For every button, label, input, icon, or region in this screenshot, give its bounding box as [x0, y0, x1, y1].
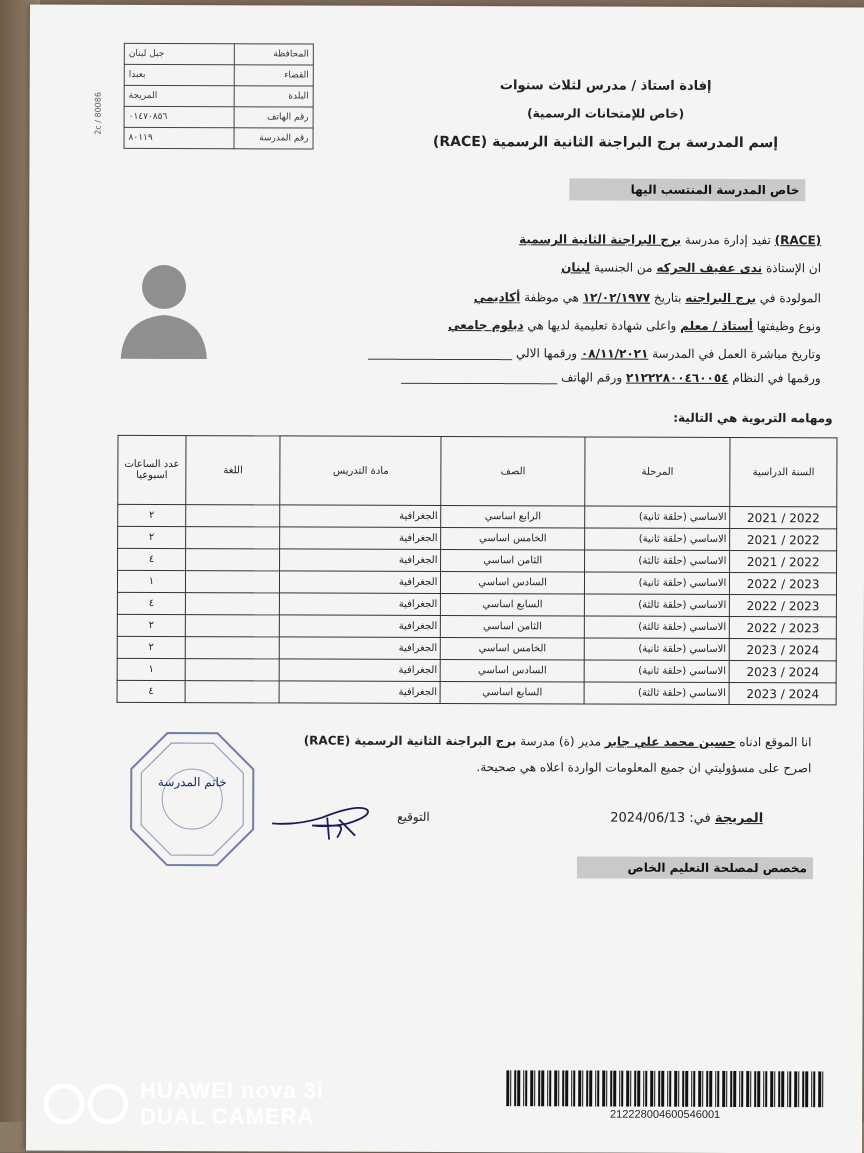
barcode-bar [757, 1071, 760, 1107]
barcode-bar [578, 1070, 581, 1106]
barcode-bar [619, 1071, 620, 1107]
text: بتاريخ [653, 290, 682, 305]
text: ورقم الهاتف [561, 370, 623, 385]
barcode-bar [746, 1071, 749, 1107]
info-value: ٠١٤٧٠٨٥٦ [124, 106, 234, 127]
cell-language [186, 505, 281, 527]
line-teacher [561, 260, 821, 275]
cell-class: الثامن اساسي [441, 549, 585, 572]
cell-year: 2022 / 2023 [730, 616, 837, 638]
barcode-bar [802, 1071, 804, 1107]
barcode-bar [741, 1071, 743, 1107]
table-row [117, 658, 836, 683]
cell-year: 2021 / 2022 [730, 506, 837, 528]
header-title: إفادة استاذ / مدرس لثلاث سنوات [499, 78, 712, 94]
birth-date: ١٢/٠٢/١٩٧٧ [582, 290, 651, 305]
declaration-line2: اصرح على مسؤوليتي ان جميع المعلومات الواردة اعلاه هي صحيحة. [476, 760, 812, 776]
cell-class: الرابع اساسي [441, 505, 585, 528]
text: مدير (ة) مدرسة [520, 734, 602, 749]
cell-stage: الاساسي (حلقة ثانية) [585, 506, 731, 529]
info-row [124, 43, 313, 65]
camera-watermark [140, 1078, 324, 1130]
school-name: برج البراجنة الثانية الرسمية [519, 232, 681, 247]
declaration-line1 [304, 734, 812, 750]
document-page [26, 5, 864, 1153]
degree: دبلوم جامعي [448, 318, 524, 333]
barcode-bar [630, 1071, 631, 1107]
barcode-bar [691, 1071, 692, 1107]
barcode-bar [750, 1071, 751, 1107]
cell-subject: الجغرافية [280, 681, 441, 704]
info-value: المريجة [124, 85, 234, 106]
barcode-bar [774, 1071, 775, 1107]
barcode-bar [565, 1070, 568, 1106]
barcode-bar [722, 1071, 725, 1107]
barcode-bar [717, 1071, 719, 1107]
line-birth [474, 290, 821, 305]
barcode-bar [554, 1070, 557, 1106]
brand-line1: HUAWEI nova 3i [140, 1078, 324, 1103]
barcode-bar [643, 1071, 644, 1107]
barcode-bar [541, 1070, 544, 1106]
text: ورقمها الالي [515, 346, 578, 361]
info-key: رقم الهاتف [234, 107, 313, 128]
barcode-bar [715, 1071, 716, 1107]
cell-hours: ٤ [118, 548, 186, 570]
cell-stage: الاساسي (حلقة ثانية) [584, 638, 730, 661]
cell-hours: ١ [117, 658, 185, 680]
barcode-bar [606, 1071, 607, 1107]
barcode-bar [525, 1070, 527, 1106]
cell-year: 2022 / 2023 [730, 594, 837, 616]
job-type: أستاذ / معلم [680, 318, 753, 334]
barcode-bar [562, 1070, 564, 1106]
avatar-placeholder-icon [117, 251, 211, 359]
barcode-bar [674, 1071, 677, 1107]
cell-language [185, 571, 280, 593]
tasks-table [117, 435, 838, 706]
blank-line: __________________________ [401, 369, 558, 385]
teacher-name: ندى عفيف الحركه [656, 260, 763, 276]
cell-hours: ٤ [117, 680, 185, 702]
header-class: الصف [441, 436, 585, 506]
barcode-bar [658, 1071, 660, 1107]
cell-hours: ٢ [117, 636, 185, 658]
cell-subject: الجغرافية [280, 615, 441, 638]
barcode-bar [547, 1070, 548, 1106]
text: وتاريخ مباشرة العمل في المدرسة [652, 346, 821, 362]
header-language: اللغة [186, 436, 281, 505]
declaration-school: برج البراجنة الثانية الرسمية (RACE) [303, 733, 517, 749]
cell-hours: ٢ [117, 614, 185, 636]
barcode-bar [595, 1071, 596, 1107]
system-number: ٢١٢٢٢٨٠٠٤٦٠٠٥٤ [625, 370, 729, 385]
barcode-bar [645, 1071, 647, 1107]
cell-class: السابع اساسي [441, 681, 585, 704]
barcode-bar [770, 1071, 773, 1107]
barcode-bar [706, 1071, 708, 1107]
text: من الجنسية [593, 260, 653, 275]
barcode-bar [794, 1071, 797, 1107]
header-school: إسم المدرسة برج البراجنة الثانية الرسمية (RACE) [432, 133, 779, 152]
line-start [368, 346, 821, 362]
barcode-bar [621, 1071, 623, 1107]
barcode-bar [650, 1071, 653, 1107]
barcode-bar [685, 1071, 688, 1107]
barcode-bar [538, 1070, 540, 1106]
signature-icon [267, 795, 387, 845]
cell-language [185, 615, 280, 637]
text: تفيد إدارة مدرسة [684, 232, 771, 248]
line-job [448, 318, 821, 333]
barcode-bar [517, 1070, 520, 1106]
barcode-bar [523, 1070, 524, 1106]
barcode-bar [626, 1071, 629, 1107]
barcode-bar [763, 1071, 764, 1107]
barcode-bar [739, 1071, 740, 1107]
cell-class: الثامن اساسي [441, 615, 585, 638]
text: ورقمها في النظام [732, 370, 821, 386]
text: ان الإستاذة [765, 261, 822, 276]
barcode-icon [506, 1070, 824, 1107]
barcode-bar [813, 1071, 815, 1107]
director-name: حسين محمد علي جابر [604, 734, 736, 750]
barcode-bar [597, 1071, 599, 1107]
barcode-bar [667, 1071, 668, 1107]
cell-language [185, 659, 280, 681]
barcode-bar [506, 1070, 509, 1106]
cell-year: 2023 / 2024 [729, 660, 836, 682]
cell-stage: الاساسي (حلقة ثالثة) [584, 550, 730, 573]
table-row [117, 592, 836, 617]
text: في: [689, 810, 711, 826]
cell-subject: الجغرافية [280, 505, 441, 528]
cell-language [185, 637, 280, 659]
cell-hours: ١ [117, 570, 185, 592]
barcode-bar [530, 1070, 533, 1106]
info-key: القضاء [234, 65, 313, 86]
start-date: ٠٨/١١/٢٠٢١ [580, 346, 649, 361]
tasks-title: ومهامه التربوية هي التالية: [673, 410, 833, 426]
barcode-bar [634, 1071, 636, 1107]
barcode-bar [534, 1070, 535, 1106]
barcode-bar [754, 1071, 756, 1107]
line-system [401, 370, 821, 385]
barcode-bar [789, 1071, 791, 1107]
barcode-number: 21222800460054600​1 [610, 1108, 721, 1121]
info-key: البلدة [234, 86, 313, 107]
cell-stage: الاساسي (حلقة ثانية) [584, 528, 730, 551]
barcode-bar [514, 1070, 516, 1106]
barcode-bar [610, 1071, 612, 1107]
barcode-bar [702, 1071, 703, 1107]
table-row [118, 526, 837, 551]
barcode-bar [818, 1071, 821, 1107]
info-key: المحافظة [234, 44, 313, 65]
barcode-bar [669, 1071, 671, 1107]
table-row [118, 504, 837, 529]
camera-logo-icon [42, 1082, 134, 1126]
text: انا الموقع ادناه [739, 735, 812, 750]
barcode-bar [798, 1071, 799, 1107]
barcode-bar [589, 1071, 592, 1107]
barcode-bar [637, 1071, 640, 1107]
barcode-bar [778, 1071, 780, 1107]
cell-stage: الاساسي (حلقة ثالثة) [584, 682, 730, 705]
table-row [117, 636, 836, 661]
info-row [124, 64, 313, 86]
blank-line: ________________________ [368, 345, 513, 361]
barcode-bar [698, 1071, 701, 1107]
date-value: 2024/06/13 [610, 810, 686, 826]
barcode-bar [787, 1071, 788, 1107]
stamp-label: خاتم المدرسة [157, 774, 227, 790]
header-stage: المرحلة [585, 437, 731, 507]
place-date [610, 811, 763, 827]
cell-class: السابع اساسي [441, 593, 585, 616]
cell-hours: ٤ [117, 592, 185, 614]
info-row [124, 85, 313, 107]
header-hours: عدد الساعات اسبوعيا [118, 435, 186, 504]
barcode-bar [733, 1071, 736, 1107]
cell-hours: ٢ [118, 526, 186, 548]
cell-class: السادس اساسي [441, 571, 585, 594]
barcode-bar [602, 1071, 605, 1107]
barcode-bar [678, 1071, 679, 1107]
cell-stage: الاساسي (حلقة ثانية) [584, 660, 730, 683]
cell-language [186, 527, 281, 549]
school-info-table [123, 43, 313, 150]
text: ونوع وظيفتها [756, 319, 821, 334]
barcode-bar [573, 1070, 575, 1106]
info-row [124, 106, 313, 128]
cell-subject: الجغرافية [280, 527, 441, 550]
barcode-bar [661, 1071, 664, 1107]
cell-language [185, 681, 280, 703]
cell-class: الخامس اساسي [441, 637, 585, 660]
info-key: رقم المدرسة [234, 128, 313, 149]
barcode-bar [822, 1071, 823, 1107]
text: المولودة في [759, 291, 822, 306]
barcode-bar [765, 1071, 767, 1107]
cell-year: 2022 / 2023 [730, 572, 837, 594]
info-value: جبل لبنان [124, 43, 234, 64]
header-year: السنة الدراسية [730, 437, 837, 506]
school-seal-icon [127, 729, 257, 869]
section-school-bar: خاص المدرسة المنتسب اليها [569, 178, 805, 201]
cell-subject: الجغرافية [280, 549, 441, 572]
cell-subject: الجغرافية [280, 571, 441, 594]
place-label: المريجة [714, 810, 764, 827]
cell-class: السادس اساسي [441, 659, 585, 682]
barcode-bar [558, 1070, 559, 1106]
table-row [117, 570, 836, 595]
birth-place: برج البراجنه [685, 290, 757, 306]
cell-language [186, 549, 281, 571]
cell-hours: ٢ [118, 504, 186, 526]
info-row [124, 127, 313, 149]
cell-class: الخامس اساسي [441, 527, 585, 550]
barcode-bar [549, 1070, 551, 1106]
cell-subject: الجغرافية [280, 637, 441, 660]
cell-stage: الاساسي (حلقة ثانية) [584, 572, 730, 595]
cell-language [185, 593, 280, 615]
barcode-bar [571, 1070, 572, 1106]
barcode-bar [709, 1071, 712, 1107]
barcode-bar [654, 1071, 655, 1107]
barcode-bar [693, 1071, 695, 1107]
cell-subject: الجغرافية [280, 593, 441, 616]
barcode-bar [805, 1071, 808, 1107]
signature-label: التوقيع [397, 809, 430, 824]
header-subject: مادة التدريس [280, 436, 441, 506]
barcode-bar [811, 1071, 812, 1107]
race-label: (RACE) [774, 233, 822, 248]
nationality: لبنان [561, 260, 591, 275]
cell-stage: الاساسي (حلقة ثالثة) [584, 594, 730, 617]
table-row [117, 614, 836, 639]
employment: أكاديمي [473, 290, 521, 305]
cell-year: 2023 / 2024 [729, 682, 836, 704]
info-value: بعبدا [124, 64, 234, 85]
cell-subject: الجغرافية [280, 659, 441, 682]
side-code: 2c / 80086 [93, 92, 103, 135]
barcode-bar [781, 1071, 784, 1107]
cell-stage: الاساسي (حلقة ثالثة) [584, 616, 730, 639]
text: واعلى شهادة تعليمية لديها هي [527, 318, 677, 333]
line-school [519, 232, 821, 247]
barcode-bar [730, 1071, 732, 1107]
barcode-bar [586, 1070, 588, 1106]
barcode-bar [682, 1071, 684, 1107]
cell-year: 2021 / 2022 [730, 550, 837, 572]
info-value: ٨٠١١٩ [124, 127, 234, 148]
barcode-bar [613, 1071, 616, 1107]
brand-line2: DUAL CAMERA [140, 1104, 315, 1129]
section-private-bar: مخصص لمصلحة التعليم الخاص [577, 856, 813, 879]
header-subtitle: (خاص للإمتحانات الرسمية) [527, 106, 685, 121]
barcode-bar [726, 1071, 727, 1107]
table-row [117, 680, 836, 705]
barcode-bar [582, 1070, 583, 1106]
cell-year: 2023 / 2024 [730, 638, 837, 660]
cell-year: 2021 / 2022 [730, 528, 837, 550]
table-row [118, 548, 837, 573]
text: هي موظفة [524, 290, 579, 305]
barcode-bar [510, 1070, 511, 1106]
